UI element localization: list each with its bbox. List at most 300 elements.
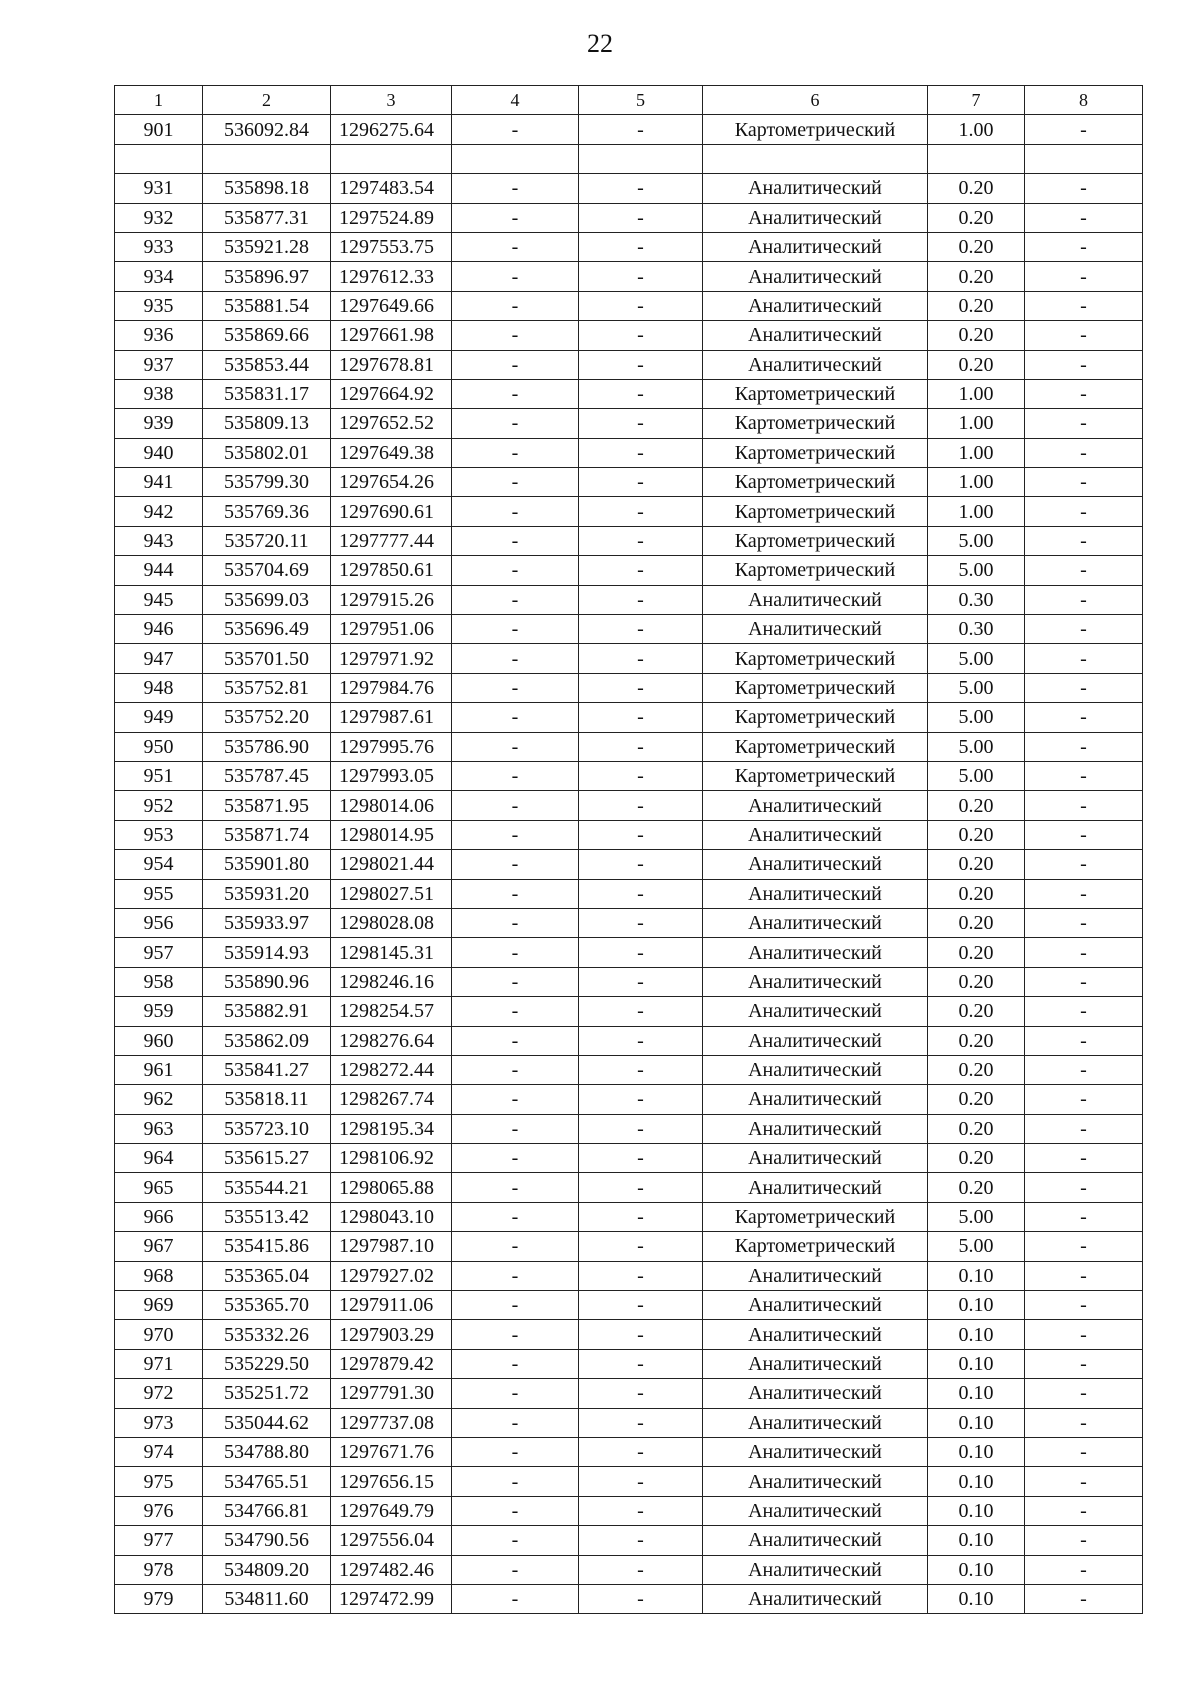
cell-accuracy: 0.20 [928,291,1025,320]
cell-col-8: - [1025,997,1143,1026]
cell-accuracy: 0.10 [928,1261,1025,1290]
cell-method: Аналитический [703,1349,928,1378]
table-row [115,1144,1143,1173]
cell-accuracy: 0.20 [928,321,1025,350]
cell-col-8: - [1025,1202,1143,1231]
cell-method: Аналитический [703,997,928,1026]
cell-col-4: - [452,1055,579,1084]
cell-col-4: - [452,115,579,144]
cell-col-8: - [1025,1026,1143,1055]
cell-point-number: 943 [115,526,203,555]
cell-point-number: 977 [115,1526,203,1555]
table-row [115,1261,1143,1290]
cell-col-8: - [1025,497,1143,526]
cell-point-number: 939 [115,409,203,438]
table-row [115,556,1143,585]
cell-y-coordinate: 1298195.34 [331,1114,452,1143]
cell-col-8: - [1025,409,1143,438]
cell-col-4: - [452,1144,579,1173]
cell-y-coordinate: 1298014.95 [331,820,452,849]
cell-accuracy: 0.10 [928,1379,1025,1408]
cell-col-5: - [579,967,703,996]
cell-method: Картометрический [703,1232,928,1261]
cell-col-4: - [452,1526,579,1555]
cell-x-coordinate: 535881.54 [203,291,331,320]
cell-col-5: - [579,585,703,614]
cell-accuracy: 5.00 [928,673,1025,702]
cell-col-4 [452,144,579,173]
cell-method: Картометрический [703,761,928,790]
cell-col-8: - [1025,791,1143,820]
cell-method: Аналитический [703,174,928,203]
cell-col-4: - [452,1320,579,1349]
cell-x-coordinate: 535921.28 [203,232,331,261]
cell-col-5: - [579,820,703,849]
cell-col-4: - [452,1349,579,1378]
cell-y-coordinate: 1298106.92 [331,1144,452,1173]
cell-x-coordinate: 535841.27 [203,1055,331,1084]
table-row [115,379,1143,408]
cell-method: Аналитический [703,291,928,320]
table-row [115,732,1143,761]
cell-x-coordinate: 535890.96 [203,967,331,996]
cell-col-5: - [579,908,703,937]
cell-accuracy: 0.30 [928,615,1025,644]
cell-point-number: 976 [115,1496,203,1525]
cell-accuracy: 5.00 [928,703,1025,732]
cell-point-number: 959 [115,997,203,1026]
cell-col-4: - [452,1026,579,1055]
column-header: 8 [1025,86,1143,115]
cell-col-5: - [579,1173,703,1202]
cell-x-coordinate: 535901.80 [203,850,331,879]
cell-col-5: - [579,409,703,438]
cell-point-number: 947 [115,644,203,673]
table-row [115,291,1143,320]
cell-point-number: 960 [115,1026,203,1055]
cell-col-8: - [1025,232,1143,261]
cell-y-coordinate: 1298145.31 [331,938,452,967]
cell-point-number: 965 [115,1173,203,1202]
cell-col-5: - [579,938,703,967]
cell-method: Картометрический [703,379,928,408]
cell-x-coordinate: 535752.81 [203,673,331,702]
cell-method: Аналитический [703,908,928,937]
cell-col-4: - [452,703,579,732]
cell-y-coordinate: 1298014.06 [331,791,452,820]
cell-point-number: 951 [115,761,203,790]
cell-col-5: - [579,497,703,526]
cell-accuracy: 1.00 [928,438,1025,467]
cell-col-5: - [579,644,703,673]
cell-point-number: 966 [115,1202,203,1231]
cell-col-5: - [579,203,703,232]
cell-point-number: 958 [115,967,203,996]
table-row [115,526,1143,555]
cell-col-4: - [452,291,579,320]
cell-col-5: - [579,262,703,291]
column-header: 4 [452,86,579,115]
cell-y-coordinate: 1298043.10 [331,1202,452,1231]
cell-col-4: - [452,791,579,820]
table-row [115,409,1143,438]
table-row [115,1584,1143,1613]
cell-method: Аналитический [703,791,928,820]
cell-method: Аналитический [703,1026,928,1055]
cell-col-5: - [579,1055,703,1084]
cell-x-coordinate: 535787.45 [203,761,331,790]
cell-accuracy: 0.20 [928,938,1025,967]
column-header: 1 [115,86,203,115]
cell-point-number: 936 [115,321,203,350]
cell-accuracy: 1.00 [928,379,1025,408]
cell-accuracy: 0.20 [928,879,1025,908]
cell-accuracy: 0.10 [928,1291,1025,1320]
cell-col-4: - [452,673,579,702]
table-row [115,497,1143,526]
cell-y-coordinate: 1297654.26 [331,468,452,497]
cell-accuracy [928,144,1025,173]
cell-method: Аналитический [703,262,928,291]
cell-col-5: - [579,174,703,203]
cell-point-number: 950 [115,732,203,761]
cell-col-5: - [579,1291,703,1320]
cell-x-coordinate: 535365.70 [203,1291,331,1320]
cell-x-coordinate: 535869.66 [203,321,331,350]
cell-y-coordinate: 1297678.81 [331,350,452,379]
cell-col-8: - [1025,1437,1143,1466]
cell-col-8: - [1025,1085,1143,1114]
cell-accuracy: 0.10 [928,1408,1025,1437]
cell-x-coordinate: 534788.80 [203,1437,331,1466]
cell-point-number: 975 [115,1467,203,1496]
cell-col-8: - [1025,321,1143,350]
cell-method: Картометрический [703,673,928,702]
cell-col-8: - [1025,850,1143,879]
cell-point-number: 962 [115,1085,203,1114]
cell-method: Аналитический [703,1055,928,1084]
cell-point-number: 969 [115,1291,203,1320]
table-row [115,232,1143,261]
table-row [115,1467,1143,1496]
cell-point-number: 954 [115,850,203,879]
cell-col-5: - [579,1202,703,1231]
page-number: 22 [587,29,613,58]
cell-col-4: - [452,585,579,614]
cell-method: Аналитический [703,1261,928,1290]
cell-accuracy: 5.00 [928,761,1025,790]
cell-point-number: 968 [115,1261,203,1290]
cell-x-coordinate: 534765.51 [203,1467,331,1496]
cell-point-number: 938 [115,379,203,408]
cell-col-8: - [1025,556,1143,585]
cell-col-8: - [1025,879,1143,908]
cell-method: Аналитический [703,1437,928,1466]
cell-x-coordinate: 535877.31 [203,203,331,232]
cell-col-4: - [452,350,579,379]
cell-point-number: 971 [115,1349,203,1378]
cell-point-number: 955 [115,879,203,908]
cell-method: Аналитический [703,1291,928,1320]
cell-x-coordinate: 535229.50 [203,1349,331,1378]
cell-point-number: 940 [115,438,203,467]
table-row [115,262,1143,291]
table-row [115,879,1143,908]
cell-col-4: - [452,1437,579,1466]
cell-x-coordinate: 535701.50 [203,644,331,673]
cell-col-5: - [579,526,703,555]
cell-point-number: 961 [115,1055,203,1084]
cell-col-4: - [452,1232,579,1261]
cell-col-8: - [1025,1173,1143,1202]
cell-point-number: 967 [115,1232,203,1261]
table-row [115,1085,1143,1114]
cell-col-5: - [579,438,703,467]
cell-x-coordinate: 535871.95 [203,791,331,820]
cell-y-coordinate: 1298027.51 [331,879,452,908]
cell-col-8: - [1025,703,1143,732]
table-row [115,1408,1143,1437]
cell-col-4: - [452,615,579,644]
cell-col-5: - [579,1026,703,1055]
cell-col-8: - [1025,1526,1143,1555]
cell-method: Аналитический [703,321,928,350]
cell-col-8 [1025,144,1143,173]
table-row [115,850,1143,879]
cell-col-5: - [579,379,703,408]
coordinates-table [114,85,1143,1614]
cell-col-5: - [579,850,703,879]
cell-col-4: - [452,174,579,203]
cell-x-coordinate: 535914.93 [203,938,331,967]
cell-point-number: 963 [115,1114,203,1143]
cell-col-8: - [1025,468,1143,497]
cell-col-8: - [1025,291,1143,320]
cell-point-number: 964 [115,1144,203,1173]
cell-col-4: - [452,820,579,849]
cell-accuracy: 1.00 [928,468,1025,497]
cell-col-4: - [452,1202,579,1231]
table-row [115,938,1143,967]
cell-accuracy: 5.00 [928,644,1025,673]
cell-point-number: 944 [115,556,203,585]
cell-col-5: - [579,997,703,1026]
cell-accuracy: 0.10 [928,1437,1025,1466]
table-row [115,115,1143,144]
cell-col-8: - [1025,967,1143,996]
cell-method: Аналитический [703,1085,928,1114]
cell-method: Аналитический [703,967,928,996]
cell-method: Аналитический [703,1379,928,1408]
cell-col-5: - [579,1467,703,1496]
cell-col-5: - [579,1555,703,1584]
cell-x-coordinate: 535818.11 [203,1085,331,1114]
cell-col-5: - [579,761,703,790]
cell-y-coordinate: 1297951.06 [331,615,452,644]
cell-x-coordinate: 535544.21 [203,1173,331,1202]
cell-y-coordinate: 1297995.76 [331,732,452,761]
cell-col-8: - [1025,174,1143,203]
cell-y-coordinate: 1297664.92 [331,379,452,408]
cell-col-8: - [1025,1349,1143,1378]
cell-col-4: - [452,761,579,790]
table-row [115,673,1143,702]
cell-y-coordinate: 1297656.15 [331,1467,452,1496]
cell-col-5: - [579,703,703,732]
cell-col-4: - [452,967,579,996]
cell-point-number: 901 [115,115,203,144]
cell-y-coordinate: 1297737.08 [331,1408,452,1437]
column-header: 5 [579,86,703,115]
cell-accuracy: 0.20 [928,232,1025,261]
cell-y-coordinate: 1297850.61 [331,556,452,585]
cell-x-coordinate: 535704.69 [203,556,331,585]
cell-x-coordinate: 535862.09 [203,1026,331,1055]
cell-x-coordinate: 534809.20 [203,1555,331,1584]
cell-col-4: - [452,556,579,585]
cell-accuracy: 0.10 [928,1320,1025,1349]
cell-col-4: - [452,1555,579,1584]
cell-col-4: - [452,438,579,467]
cell-col-5: - [579,321,703,350]
cell-method: Аналитический [703,879,928,908]
cell-col-4: - [452,526,579,555]
cell-method: Аналитический [703,1526,928,1555]
cell-col-5: - [579,1437,703,1466]
cell-method: Картометрический [703,438,928,467]
cell-col-5: - [579,673,703,702]
cell-col-8: - [1025,203,1143,232]
cell-col-8: - [1025,262,1143,291]
table-row [115,321,1143,350]
cell-accuracy: 1.00 [928,115,1025,144]
cell-col-5: - [579,291,703,320]
cell-col-4: - [452,1379,579,1408]
cell-y-coordinate: 1296275.64 [331,115,452,144]
cell-col-5: - [579,1584,703,1613]
cell-method: Картометрический [703,556,928,585]
cell-col-5: - [579,468,703,497]
cell-y-coordinate: 1297879.42 [331,1349,452,1378]
table-body [115,115,1143,1614]
cell-col-5: - [579,232,703,261]
cell-col-4: - [452,1114,579,1143]
cell-x-coordinate: 535415.86 [203,1232,331,1261]
cell-col-5: - [579,1496,703,1525]
cell-col-4: - [452,262,579,291]
cell-col-8: - [1025,673,1143,702]
cell-col-8: - [1025,1291,1143,1320]
table-row [115,350,1143,379]
cell-col-8: - [1025,938,1143,967]
cell-x-coordinate: 535809.13 [203,409,331,438]
cell-accuracy: 0.20 [928,908,1025,937]
table-row [115,585,1143,614]
cell-point-number: 935 [115,291,203,320]
cell-method: Картометрический [703,703,928,732]
cell-x-coordinate: 535896.97 [203,262,331,291]
cell-col-8: - [1025,379,1143,408]
cell-x-coordinate: 535871.74 [203,820,331,849]
cell-y-coordinate: 1298246.16 [331,967,452,996]
cell-method: Аналитический [703,1173,928,1202]
column-header: 6 [703,86,928,115]
cell-col-8: - [1025,1114,1143,1143]
table-row [115,1526,1143,1555]
cell-col-5: - [579,1144,703,1173]
cell-method: Аналитический [703,820,928,849]
column-header: 2 [203,86,331,115]
cell-method: Аналитический [703,1496,928,1525]
cell-x-coordinate: 535332.26 [203,1320,331,1349]
cell-col-5: - [579,556,703,585]
cell-method: Аналитический [703,1408,928,1437]
cell-accuracy: 0.10 [928,1496,1025,1525]
cell-col-5: - [579,1232,703,1261]
cell-col-8: - [1025,1379,1143,1408]
cell-col-8: - [1025,1261,1143,1290]
cell-col-4: - [452,203,579,232]
cell-y-coordinate: 1298276.64 [331,1026,452,1055]
cell-accuracy: 0.30 [928,585,1025,614]
table-row [115,1320,1143,1349]
table-row [115,1202,1143,1231]
cell-x-coordinate: 535769.36 [203,497,331,526]
cell-col-4: - [452,1408,579,1437]
cell-x-coordinate: 535752.20 [203,703,331,732]
cell-y-coordinate: 1297987.61 [331,703,452,732]
cell-accuracy: 0.20 [928,174,1025,203]
cell-y-coordinate: 1298065.88 [331,1173,452,1202]
cell-method: Аналитический [703,850,928,879]
cell-accuracy: 1.00 [928,409,1025,438]
cell-y-coordinate [331,144,452,173]
cell-point-number: 946 [115,615,203,644]
cell-col-5: - [579,1261,703,1290]
cell-col-5: - [579,1085,703,1114]
cell-col-4: - [452,879,579,908]
cell-x-coordinate: 535251.72 [203,1379,331,1408]
cell-x-coordinate: 535696.49 [203,615,331,644]
cell-col-5: - [579,1114,703,1143]
cell-accuracy: 0.20 [928,997,1025,1026]
cell-method: Аналитический [703,1114,928,1143]
cell-accuracy: 0.20 [928,203,1025,232]
cell-col-8: - [1025,350,1143,379]
cell-col-8: - [1025,732,1143,761]
cell-y-coordinate: 1297915.26 [331,585,452,614]
cell-x-coordinate: 535615.27 [203,1144,331,1173]
cell-x-coordinate: 535802.01 [203,438,331,467]
cell-y-coordinate: 1297911.06 [331,1291,452,1320]
cell-point-number: 937 [115,350,203,379]
cell-col-5: - [579,350,703,379]
table-row [115,1555,1143,1584]
cell-col-8: - [1025,644,1143,673]
cell-col-8: - [1025,1055,1143,1084]
cell-col-8: - [1025,1555,1143,1584]
cell-x-coordinate: 535365.04 [203,1261,331,1290]
table-row [115,144,1143,173]
cell-col-8: - [1025,115,1143,144]
cell-col-5: - [579,791,703,820]
cell-y-coordinate: 1297671.76 [331,1437,452,1466]
table-row [115,644,1143,673]
cell-x-coordinate [203,144,331,173]
cell-method [703,144,928,173]
cell-col-5: - [579,879,703,908]
cell-y-coordinate: 1297482.46 [331,1555,452,1584]
